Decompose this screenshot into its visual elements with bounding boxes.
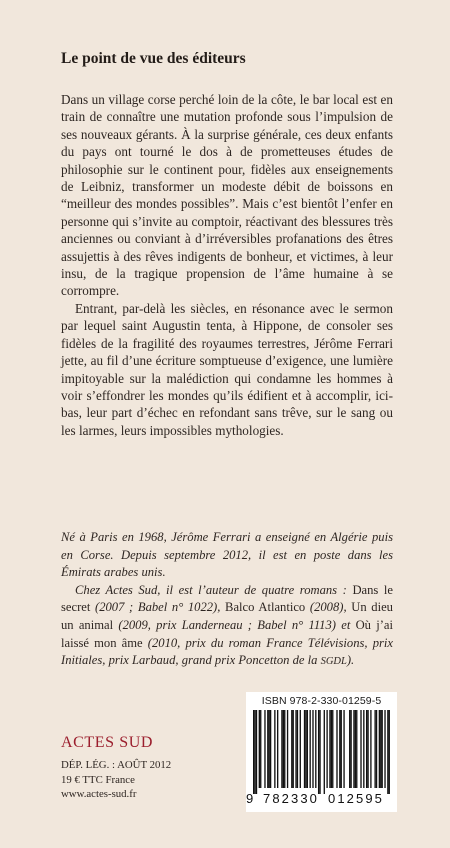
barcode-bar (387, 710, 388, 794)
barcode-bar (376, 710, 377, 788)
book-title-2: Balco Atlantico (225, 600, 306, 615)
works-list (61, 582, 393, 671)
barcode-bar (389, 710, 390, 794)
barcode-bar (382, 710, 383, 788)
barcode-bar (326, 710, 327, 788)
barcode-bar (304, 710, 305, 788)
barcode-bar (293, 710, 294, 788)
barcode-bar (331, 710, 332, 788)
barcode-bar (366, 710, 367, 788)
summary-paragraph-2: Entrant, par-delà les siècles, en résonance avec le sermon par lequel saint Augustin tenta, à Hippone, de consoler ses fidèles de la fragilité des royaumes terrestres, Jérôme Ferrari jette, au fil d’une écriture somptueuse d’exigence, une lumière impitoyable sur la malédiction qui condamne les hommes à voir s’effondrer les mondes qu’ils édifient et à accomplir, ici-bas, leur part d’échec en refondant sans trêve, sur le sang ou les larmes, leurs impossibles mythologies. (61, 300, 393, 438)
barcode-bar (305, 710, 306, 788)
barcode-bar (349, 710, 350, 788)
barcode-bar (315, 710, 316, 788)
barcode-icon (253, 710, 390, 794)
barcode-bar (259, 710, 260, 788)
barcode-panel (246, 692, 397, 812)
barcode-bar (380, 710, 381, 788)
editors-summary (61, 91, 393, 439)
barcode-bar (343, 710, 344, 788)
barcode-bar (260, 710, 261, 788)
barcode-bar (274, 710, 275, 788)
barcode-bar (264, 710, 265, 788)
barcode-bar (355, 710, 356, 788)
barcode-bar (287, 710, 288, 788)
author-bio (61, 529, 393, 671)
barcode-bar (370, 710, 371, 788)
barcode-bar (295, 710, 296, 788)
legal-deposit: DÉP. LÉG. : AOÛT 2012 (61, 759, 172, 771)
barcode-bar (281, 710, 282, 788)
book-title-4: Où j’ai laissé mon âme (61, 617, 394, 650)
barcode-bar (297, 710, 298, 788)
book-title-1: Dans le secret (61, 582, 393, 615)
book-info-4: (2010, prix du roman France Télévisions, prix Initiales, prix Larbaud, grand prix Poncetton de la (61, 635, 393, 668)
barcode-right-digits: 012595 (328, 791, 384, 806)
publisher-logo: ACTES SUD (61, 734, 154, 751)
barcode-bar (353, 710, 354, 788)
barcode-bar (374, 710, 375, 788)
barcode-bar (356, 710, 357, 788)
barcode-bar (318, 710, 319, 794)
barcode-bar (309, 710, 310, 788)
book-info-3: (2009, prix Landerneau ; Babel n° 1113) et (113, 617, 356, 632)
barcode-bar (341, 710, 342, 788)
barcode-digits (246, 791, 397, 809)
barcode-bar (284, 710, 285, 788)
barcode-bar (363, 710, 364, 788)
barcode-bar (329, 710, 330, 788)
barcode-bar (332, 710, 333, 788)
barcode-bar (269, 710, 270, 788)
barcode-bar (267, 710, 268, 788)
barcode-bar (336, 710, 337, 788)
barcode-bar (367, 710, 368, 788)
book-info-1: (2007 ; Babel n° 1022), (90, 600, 226, 615)
barcode-bar (270, 710, 271, 788)
barcode-bar (283, 710, 284, 788)
summary-paragraph-1: Dans un village corse perché loin de la côte, le bar local est en train de connaître une mutation profonde sous l’impulsion de ses nouveaux gérants. À la surprise générale, ces deux enfants du pays ont tourné le dos à de prometteuses études de philosophie sur le continent pour, fidèles aux enseignements de Leibniz, transformer un modeste débit de boissons en “meilleur des mondes possibles”. Mais c’est bientôt l’enfer en personne qui s’invite au comptoir, réactivant des blessures très anciennes ou conviant à d’irréversibles profanations des êtres assujettis à des rêves indigents de bonheur, et victimes, à leur insu, de la tragique propension de l’âme humaine à se corrompre. (61, 92, 393, 299)
barcode-bar (350, 710, 351, 788)
bio-line (61, 529, 393, 582)
barcode-bar (300, 710, 301, 788)
barcode-bar (254, 710, 255, 794)
price: 19 € TTC France (61, 773, 135, 786)
barcode-bar (324, 710, 325, 794)
bio-text: Né à Paris en 1968, Jérôme Ferrari a enseigné en Algérie puis en Corse. Depuis septembre 2012, il est en poste dans les Émirats arabes unis. (61, 530, 393, 580)
works-closing: ). (346, 653, 355, 668)
barcode-lead-digit: 9 (246, 791, 254, 806)
book-title-3: Un dieu un animal (61, 600, 393, 632)
barcode-bar (360, 710, 361, 788)
sgdl-abbr: SGDL (320, 656, 347, 668)
legal-info (61, 758, 171, 802)
book-info-2: (2008), (305, 600, 352, 615)
website: www.actes-sud.fr (61, 788, 137, 801)
barcode-bar (319, 710, 320, 794)
works-intro: Chez Actes Sud, il est l’auteur de quatre romans : (75, 582, 353, 597)
barcode-bar (312, 710, 313, 788)
section-heading: Le point de vue des éditeurs (61, 50, 246, 67)
barcode-bar (339, 710, 340, 788)
barcode-bar (379, 710, 380, 788)
barcode-bar (307, 710, 308, 788)
barcode-bar (256, 710, 257, 794)
barcode-bar (384, 710, 385, 788)
barcode-bar (277, 710, 278, 788)
barcode-bar (291, 710, 292, 788)
barcode-left-digits: 782330 (263, 791, 319, 806)
barcode-bar (253, 710, 254, 794)
isbn-label: ISBN 978-2-330-01259-5 (261, 695, 382, 707)
